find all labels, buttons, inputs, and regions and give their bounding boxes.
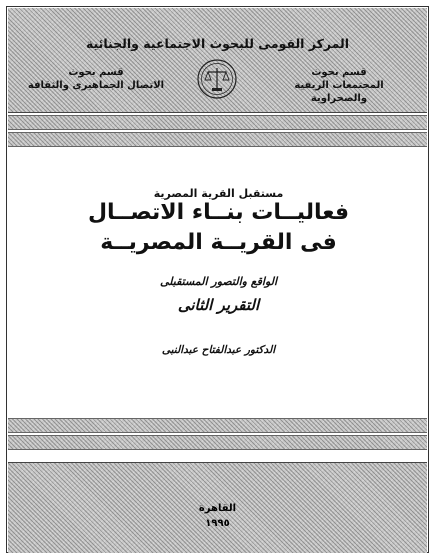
institution-name: المركز القومى للبحوث الاجتماعية والجنائية: [85, 36, 350, 51]
subtitle: الواقع والتصور المستقبلى: [159, 275, 278, 288]
department-left-line2: الاتصال الجماهيرى والثقافة: [27, 80, 165, 91]
department-right-line1: قسم بحوث: [311, 67, 367, 78]
decorative-stripe-bottom-1: [8, 418, 427, 433]
decorative-stripe-top-2: [8, 132, 427, 147]
main-title-line1: فعاليــات بنــاء الاتصــال: [87, 200, 350, 225]
cover-header-band: [8, 8, 427, 113]
cover-footer-band: [8, 462, 427, 553]
department-left: [26, 66, 166, 92]
decorative-stripe-bottom-2: [8, 435, 427, 450]
publication-city: القاهرة: [198, 503, 237, 514]
department-right-line2: المجتمعات الريفية والصحراوية: [294, 80, 384, 104]
author-name: الدكتور عبدالفتاح عبدالنبى: [161, 344, 276, 356]
series-title: مستقبل القرية المصرية: [153, 187, 284, 200]
main-title-line2: فى القريــة المصريــة: [100, 230, 337, 255]
scales-of-justice-seal-icon: [196, 58, 238, 100]
report-number: التقرير الثانى: [177, 296, 260, 314]
decorative-stripe-top-1: [8, 115, 427, 130]
department-left-line1: قسم بحوث: [68, 67, 124, 78]
department-right: [269, 66, 409, 105]
publication-year: ١٩٩٥: [205, 518, 230, 529]
